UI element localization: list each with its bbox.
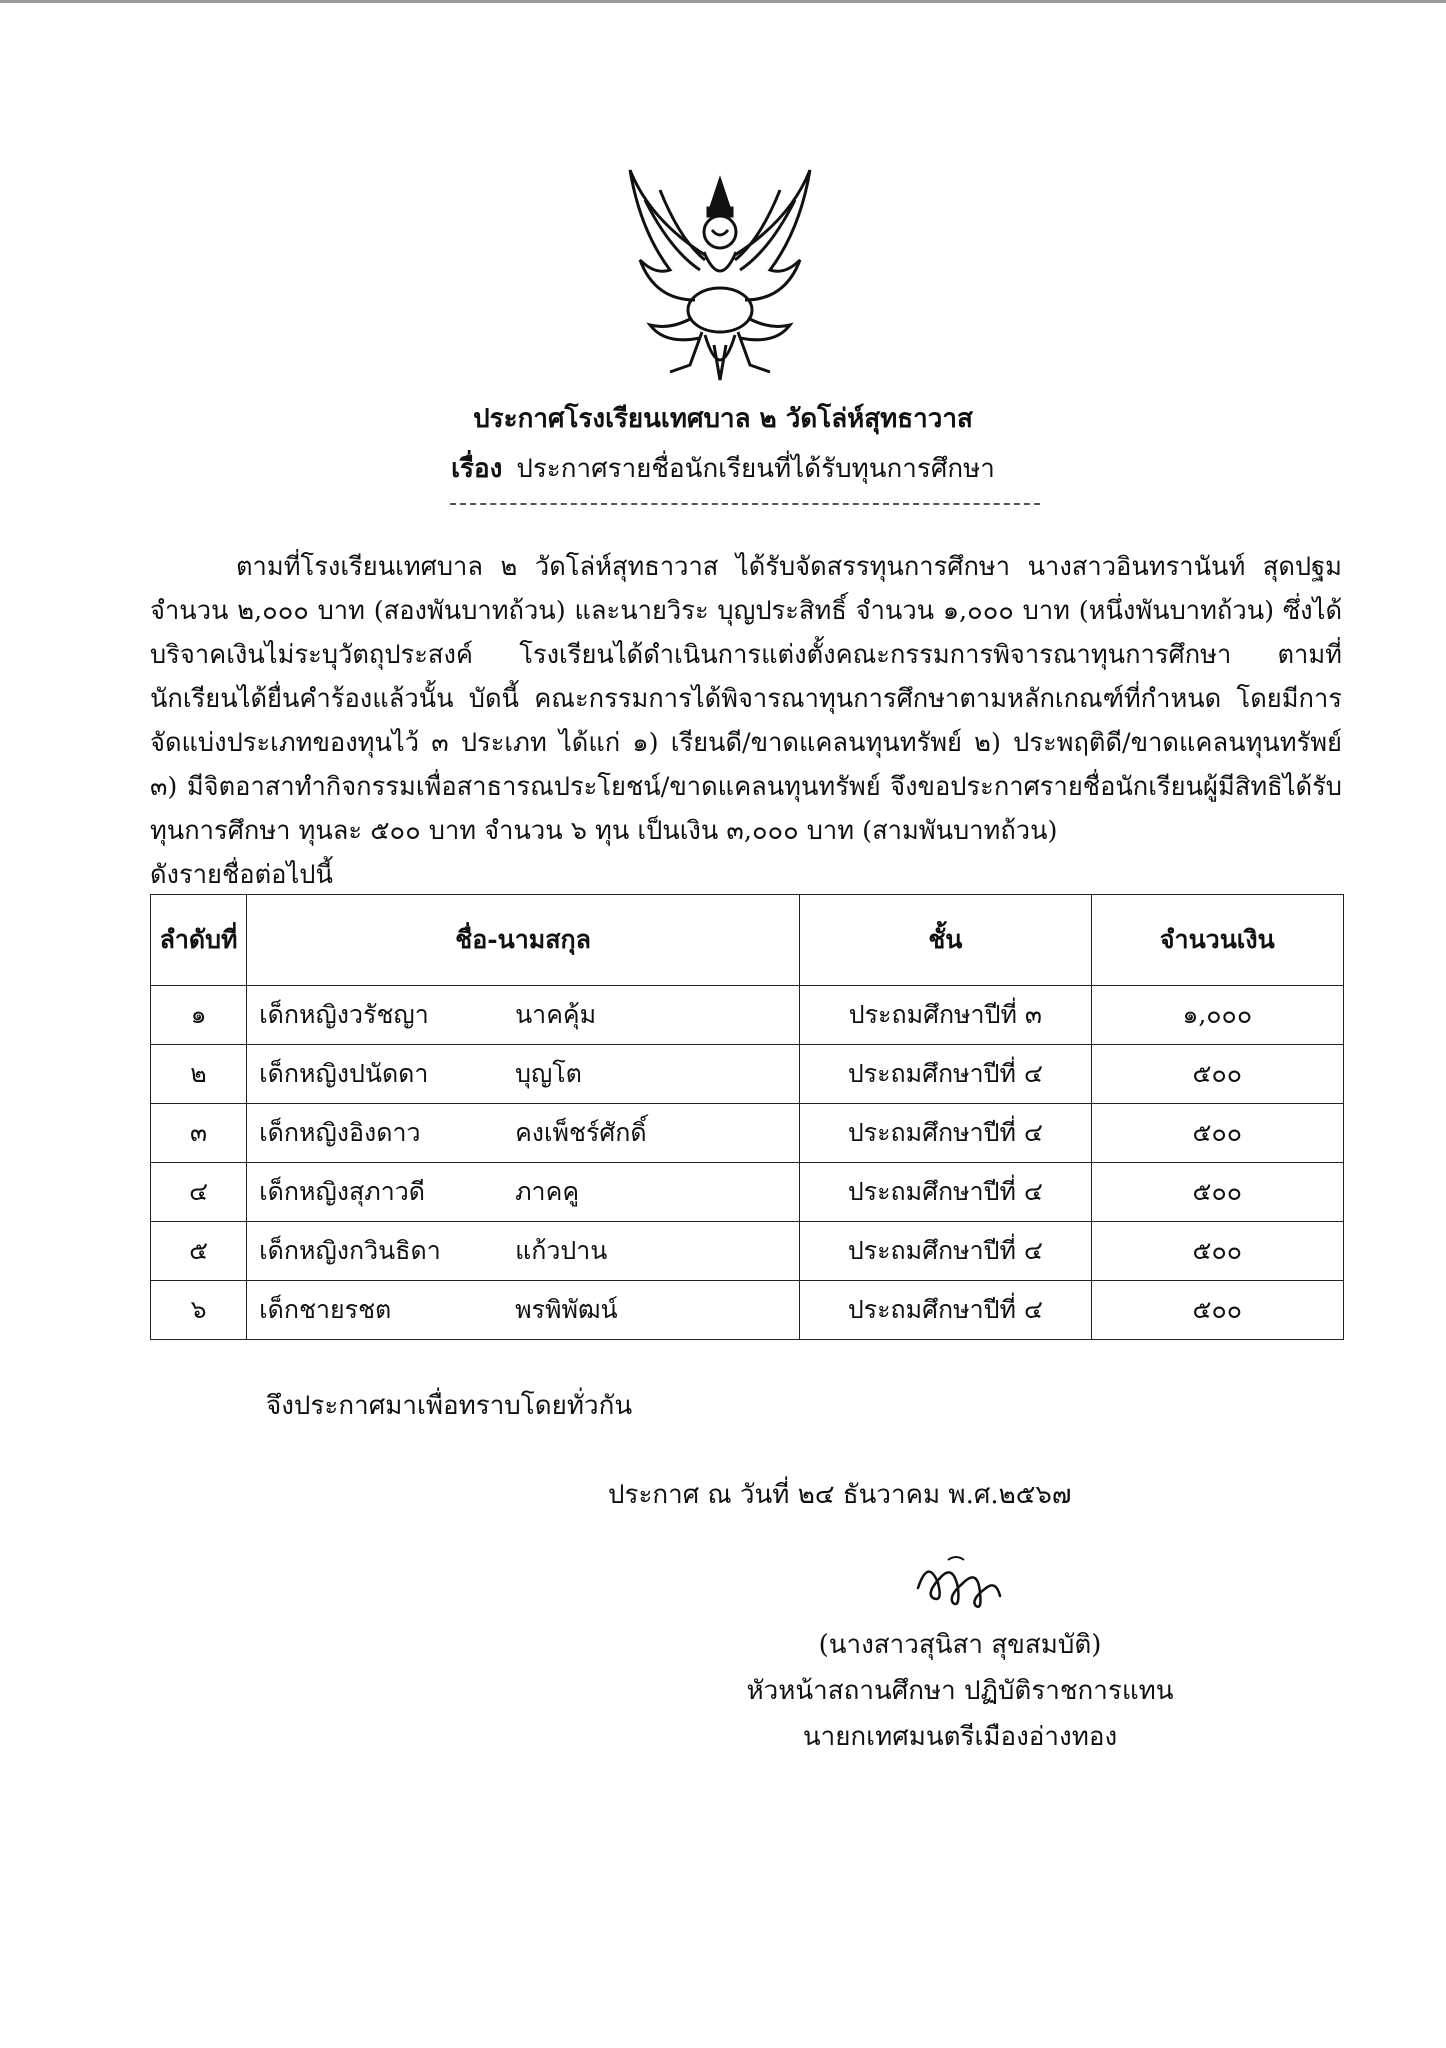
row-amount: ๑,๐๐๐ <box>1091 986 1343 1045</box>
table-row <box>151 986 1344 1045</box>
header-order: ลำดับที่ <box>151 895 247 986</box>
row-name <box>247 1281 800 1340</box>
announcement-date: ประกาศ ณ วันที่ ๒๔ ธันวาคม พ.ศ.๒๕๖๗ <box>608 1480 1072 1510</box>
divider <box>450 503 1040 505</box>
row-amount: ๕๐๐ <box>1091 1222 1343 1281</box>
row-order: ๓ <box>151 1104 247 1163</box>
subject-label: เรื่อง <box>451 454 503 484</box>
row-grade: ประถมศึกษาปีที่ ๓ <box>800 986 1091 1045</box>
row-grade: ประถมศึกษาปีที่ ๔ <box>800 1104 1091 1163</box>
row-name <box>247 1222 800 1281</box>
signer-organization: นายกเทศมนตรีเมืองอ่างทอง <box>802 1722 1118 1752</box>
row-grade: ประถมศึกษาปีที่ ๔ <box>800 1045 1091 1104</box>
school-announcement-title: ประกาศโรงเรียนเทศบาล ๒ วัดโล่ห์สุทธาวาส <box>473 404 973 434</box>
table-header-row <box>151 895 1344 986</box>
row-name <box>247 1163 800 1222</box>
last-name: พรพิพัฒน์ <box>515 1295 618 1324</box>
last-name: นาคคุ้ม <box>515 1000 597 1029</box>
row-amount: ๕๐๐ <box>1091 1104 1343 1163</box>
row-amount: ๕๐๐ <box>1091 1281 1343 1340</box>
row-name <box>247 986 800 1045</box>
garuda-emblem-icon <box>610 160 830 390</box>
signer-name: (นางสาวสุนิสา สุขสมบัติ) <box>818 1630 1102 1660</box>
row-amount: ๕๐๐ <box>1091 1045 1343 1104</box>
subject-line <box>0 448 1446 489</box>
closing-statement: จึงประกาศมาเพื่อทราบโดยทั่วกัน <box>266 1391 633 1421</box>
table-row <box>151 1104 1344 1163</box>
first-name: เด็กหญิงอิงดาว <box>259 1118 421 1147</box>
row-order: ๕ <box>151 1222 247 1281</box>
row-grade: ประถมศึกษาปีที่ ๔ <box>800 1222 1091 1281</box>
row-amount: ๕๐๐ <box>1091 1163 1343 1222</box>
last-name: ภาคคู <box>515 1177 580 1206</box>
paragraph-text: ตามที่โรงเรียนเทศบาล ๒ วัดโล่ห์สุทธาวาส ได้รับจัดสรรทุนการศึกษา นางสาวอินทรานันท์ สุดปฐม จำนวน ๒,๐๐๐ บาท (สองพันบาทถ้วน) และนายวิระ บุญประสิทธิ์ จำนวน ๑,๐๐๐ บาท (หนึ่งพันบาทถ้วน) ซึ่งได้บริจาคเงินไม่ระบุวัตถุประสงค์ โรงเรียนได้ดำเนินการแต่งตั้งคณะกรรมการพิจารณาทุนการศึกษา ตามที่นักเรียนได้ยื่นคำร้องแล้วนั้น บัดนี้ คณะกรรมการได้พิจารณาทุนการศึกษาตามหลักเกณฑ์ที่กำหนด โดยมีการจัดแบ่งประเภทของทุนไว้ ๓ ประเภท ได้แก่ ๑) เรียนดี/ขาดแคลนทุนทรัพย์ ๒) ประพฤติดี/ขาดแคลนทุนทรัพย์ ๓) มีจิตอาสาทำกิจกรรมเพื่อสาธารณประโยชน์/ขาดแคลนทุนทรัพย์ จึงขอประกาศรายชื่อนักเรียนผู้มีสิทธิได้รับทุนการศึกษา ทุนละ ๕๐๐ บาท จำนวน ๖ ทุน เป็นเงิน ๓,๐๐๐ บาท (สามพันบาทถ้วน) <box>150 552 1342 846</box>
row-order: ๔ <box>151 1163 247 1222</box>
scholarship-table <box>150 894 1344 1340</box>
table-row <box>151 1281 1344 1340</box>
first-name: เด็กหญิงสุภาวดี <box>259 1177 426 1206</box>
row-grade: ประถมศึกษาปีที่ ๔ <box>800 1163 1091 1222</box>
list-lead-in: ดังรายชื่อต่อไปนี้ <box>150 860 333 890</box>
row-order: ๑ <box>151 986 247 1045</box>
handwritten-signature <box>908 1548 1008 1618</box>
header-grade: ชั้น <box>800 895 1091 986</box>
row-name <box>247 1045 800 1104</box>
row-name <box>247 1104 800 1163</box>
row-order: ๖ <box>151 1281 247 1340</box>
last-name: แก้วปาน <box>515 1236 608 1265</box>
last-name: บุญโต <box>515 1059 582 1088</box>
subject-text: ประกาศรายชื่อนักเรียนที่ได้รับทุนการศึกษา <box>516 454 995 484</box>
announcement-paragraph <box>150 545 1342 853</box>
first-name: เด็กหญิงปนัดดา <box>259 1059 429 1088</box>
first-name: เด็กหญิงวรัชญา <box>259 1000 429 1029</box>
table-row <box>151 1163 1344 1222</box>
header-amount: จำนวนเงิน <box>1091 895 1343 986</box>
header-name: ชื่อ-นามสกุล <box>247 895 800 986</box>
signer-title: หัวหน้าสถานศึกษา ปฏิบัติราชการแทน <box>746 1676 1174 1706</box>
first-name: เด็กชายรชต <box>259 1295 392 1324</box>
last-name: คงเพ็ชร์ศักดิ์ <box>515 1118 647 1147</box>
first-name: เด็กหญิงกวินธิดา <box>259 1236 441 1265</box>
row-grade: ประถมศึกษาปีที่ ๔ <box>800 1281 1091 1340</box>
table-row <box>151 1222 1344 1281</box>
table-row <box>151 1045 1344 1104</box>
top-border <box>0 0 1446 3</box>
row-order: ๒ <box>151 1045 247 1104</box>
